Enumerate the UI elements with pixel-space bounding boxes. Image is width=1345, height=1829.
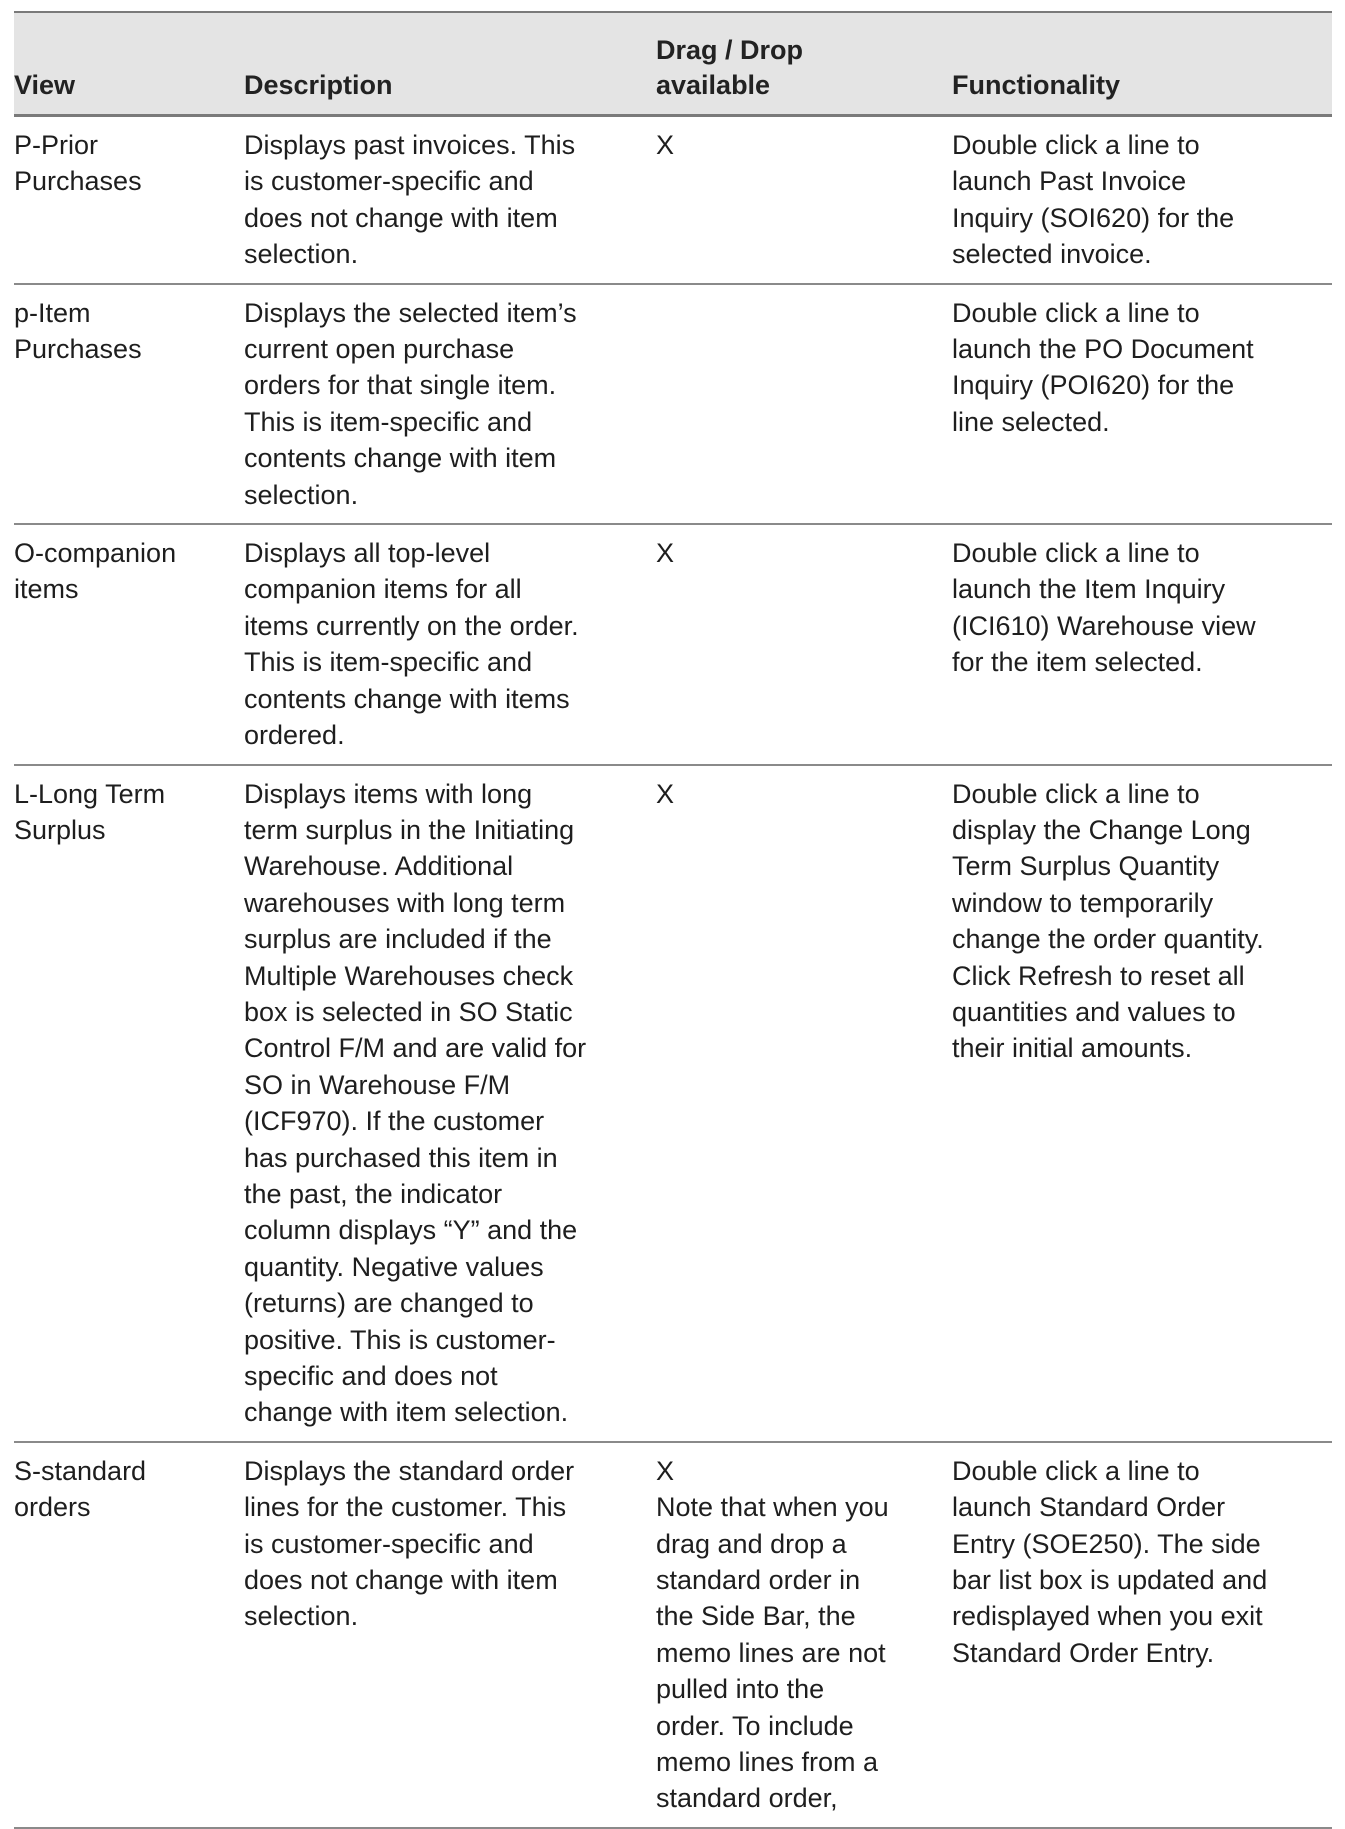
cell-drag-drop: X xyxy=(656,130,675,160)
cell-description: Displays past invoices. This is customer-specific and does not change with item selection. xyxy=(244,130,576,270)
cell-drag-drop xyxy=(656,284,952,524)
cell-functionality: Double click a line to launch Past Invoice Inquiry (SOI620) for the selected invoice. xyxy=(952,130,1235,270)
cell-view: L-Long Term Surplus xyxy=(14,778,166,845)
cell-view: P-Prior Purchases xyxy=(14,130,142,197)
cell-description: Displays the standard order lines for the customer. This is customer-specific and does not change with item selection. xyxy=(244,1455,575,1632)
cell-functionality: Double click a line to launch Standard Order Entry (SOE250). The side bar list box is updated and redisplayed when you exit Standard Order Entry. xyxy=(952,1455,1268,1668)
table-row xyxy=(14,116,1332,284)
cell-description: Displays the selected item’s current open purchase orders for that single item. This is item-specific and contents change with item selection. xyxy=(244,297,577,510)
cell-drag-drop: X xyxy=(656,778,675,809)
header-functionality: Functionality xyxy=(952,70,1120,100)
table-row xyxy=(14,1442,1332,1828)
table-body xyxy=(14,116,1332,1828)
table-row xyxy=(14,524,1332,764)
cell-functionality: Double click a line to display the Change Long Term Surplus Quantity window to temporarily change the order quantity. Click Refresh to reset all quantities and values to their initial amounts. xyxy=(952,778,1264,1064)
cell-functionality: Double click a line to launch the Item Inquiry (ICI610) Warehouse view for the item selected. xyxy=(952,538,1256,678)
header-row xyxy=(14,12,1332,116)
cell-view: O-companion items xyxy=(14,538,177,605)
table-row xyxy=(14,284,1332,524)
cell-functionality: Double click a line to launch the PO Document Inquiry (POI620) for the line selected. xyxy=(952,297,1254,437)
header-description: Description xyxy=(244,70,393,100)
table-row xyxy=(14,765,1332,1442)
table-header xyxy=(14,12,1332,116)
cell-view: p-Item Purchases xyxy=(14,297,142,365)
header-drag-drop: Drag / Drop available xyxy=(656,35,804,100)
views-table xyxy=(14,11,1332,1829)
cell-view: S-standard orders xyxy=(14,1455,147,1523)
cell-description: Displays all top-level companion items for all items currently on the order. This is item-specific and contents change with items ordered. xyxy=(244,538,579,751)
header-view: View xyxy=(14,70,76,100)
cell-description: Displays items with long term surplus in the Initiating Warehouse. Additional warehouses with long term surplus are included if the Multiple Warehouses check box is selected in SO Static Control F/M and are valid for SO in Warehouse F/M (ICF970). If the customer has purchased this item in the past, the indicator column displays “Y” and the quantity. Negative values (returns) are changed to positive. This is customer- specific and does not change with item selection. xyxy=(244,778,587,1428)
cell-drag-drop: X xyxy=(656,538,675,569)
cell-drag-drop: X Note that when you drag and drop a standard order in the Side Bar, the memo lines are not pulled into the order. To include memo lines from a standard order, xyxy=(656,1455,889,1814)
